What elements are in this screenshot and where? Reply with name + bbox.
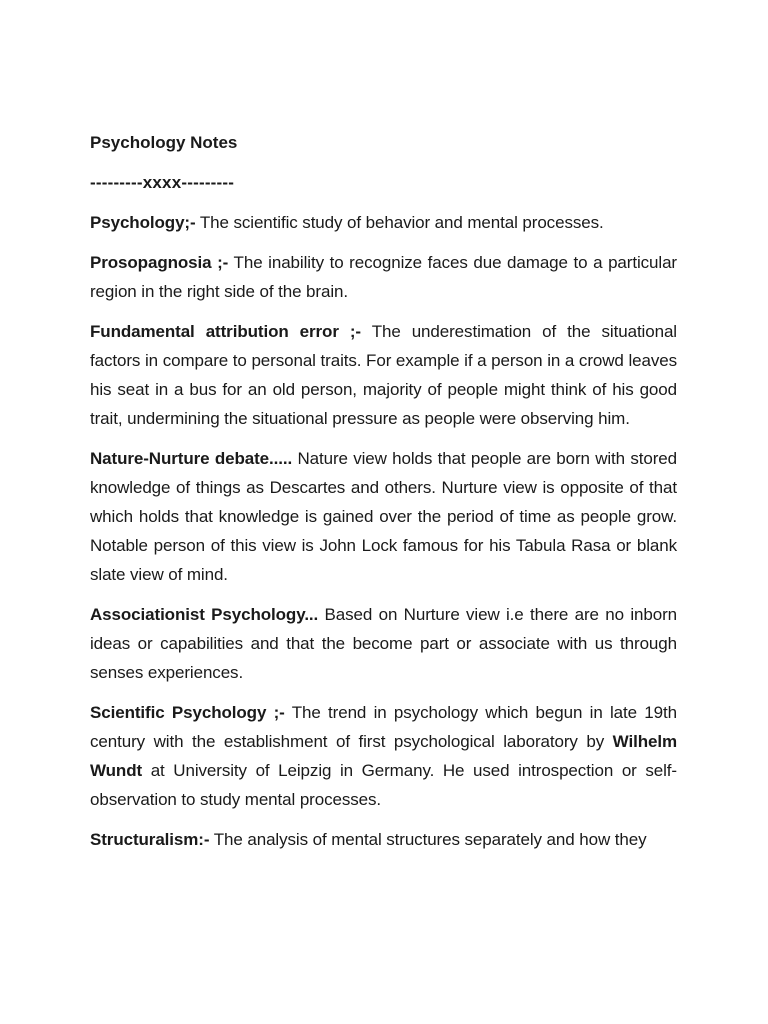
entry-psychology [90,208,677,237]
entry-text: Nature view holds that people are born with stored knowledge of things as Descartes and others. Nurture view is opposite of that which holds that knowledge is gained over the period of time as people grow. Notable person of this view is John Lock famous for his Tabula Rasa or blank slate view of mind. [90,449,677,584]
entry-text: The scientific study of behavior and mental processes. [195,213,604,232]
entry-associationist-psychology [90,600,677,687]
document-title: Psychology Notes [90,133,238,152]
entry-text: The trend in psychology which begun in late 19th century with the establishment of first psychological laboratory by [90,703,677,751]
entry-scientific-psychology [90,698,677,814]
entry-term: Structuralism:- [90,830,210,849]
entry-term: Psychology;- [90,213,196,232]
entry-prosopagnosia [90,248,677,306]
title-separator: ---------xxxx--------- [90,173,235,192]
entry-text-continued: at University of Leipzig in Germany. He used introspection or self-observation to study mental processes. [90,761,677,809]
entry-fundamental-attribution-error [90,317,677,433]
entry-text: The analysis of mental structures separately and how they [209,830,647,849]
document-page [90,128,677,854]
entry-nature-nurture-debate [90,444,677,589]
entry-term: Associationist Psychology... [90,605,319,624]
entry-text: Based on Nurture view i.e there are no inborn ideas or capabilities and that the become part or associate with us through senses experiences. [90,605,677,682]
entry-text: The inability to recognize faces due damage to a particular region in the right side of the brain. [90,253,677,301]
entry-term: Nature-Nurture debate..... [90,449,293,468]
entry-structuralism [90,825,677,854]
entry-term: Fundamental attribution error ;- [90,322,361,341]
entry-term: Prosopagnosia ;- [90,253,229,272]
entry-term: Scientific Psychology ;- [90,703,285,722]
entry-text: The underestimation of the situational factors in compare to personal traits. For example if a person in a crowd leaves his seat in a bus for an old person, majority of people might think of his good trait, undermining the situational pressure as people were observing him. [90,322,677,428]
entry-bold-name: Wilhelm Wundt [90,732,677,780]
